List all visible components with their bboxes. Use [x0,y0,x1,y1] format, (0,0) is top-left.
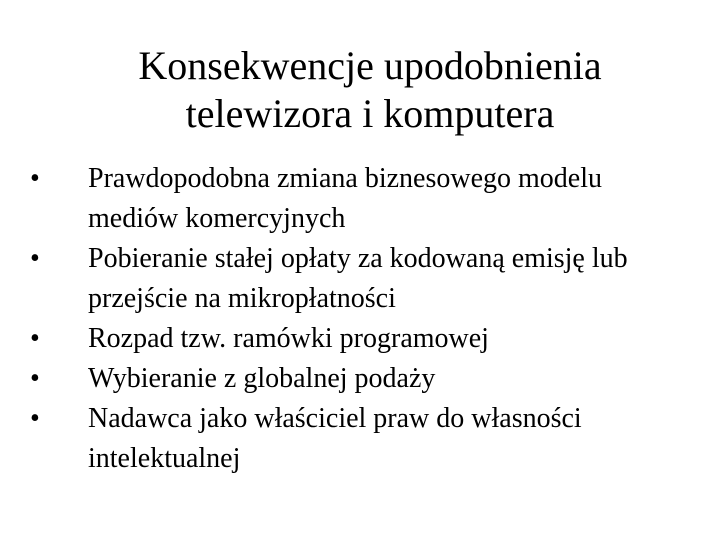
bullet-item [30,359,690,399]
bullet-list [30,159,690,479]
bullet-icon: • [30,163,40,194]
bullet-item [30,399,690,479]
bullet-icon: • [30,323,40,354]
bullet-text: Prawdopodobna zmiana biznesowego modelu mediów komercyjnych [88,163,602,234]
bullet-text: Nadawca jako właściciel praw do własności intelektualnej [88,403,582,474]
slide-title [60,42,680,138]
bullet-icon: • [30,403,40,434]
slide-title-line-1: Konsekwencje upodobnienia [138,43,602,88]
bullet-item [30,319,690,359]
slide-title-line-2: telewizora i komputera [185,91,555,136]
bullet-item [30,239,690,319]
bullet-text: Rozpad tzw. ramówki programowej [88,323,489,354]
bullet-text: Pobieranie stałej opłaty za kodowaną emisję lub przejście na mikropłatności [88,243,628,314]
bullet-icon: • [30,363,40,394]
bullet-item [30,159,690,239]
bullet-icon: • [30,243,40,274]
bullet-text: Wybieranie z globalnej podaży [88,363,436,394]
